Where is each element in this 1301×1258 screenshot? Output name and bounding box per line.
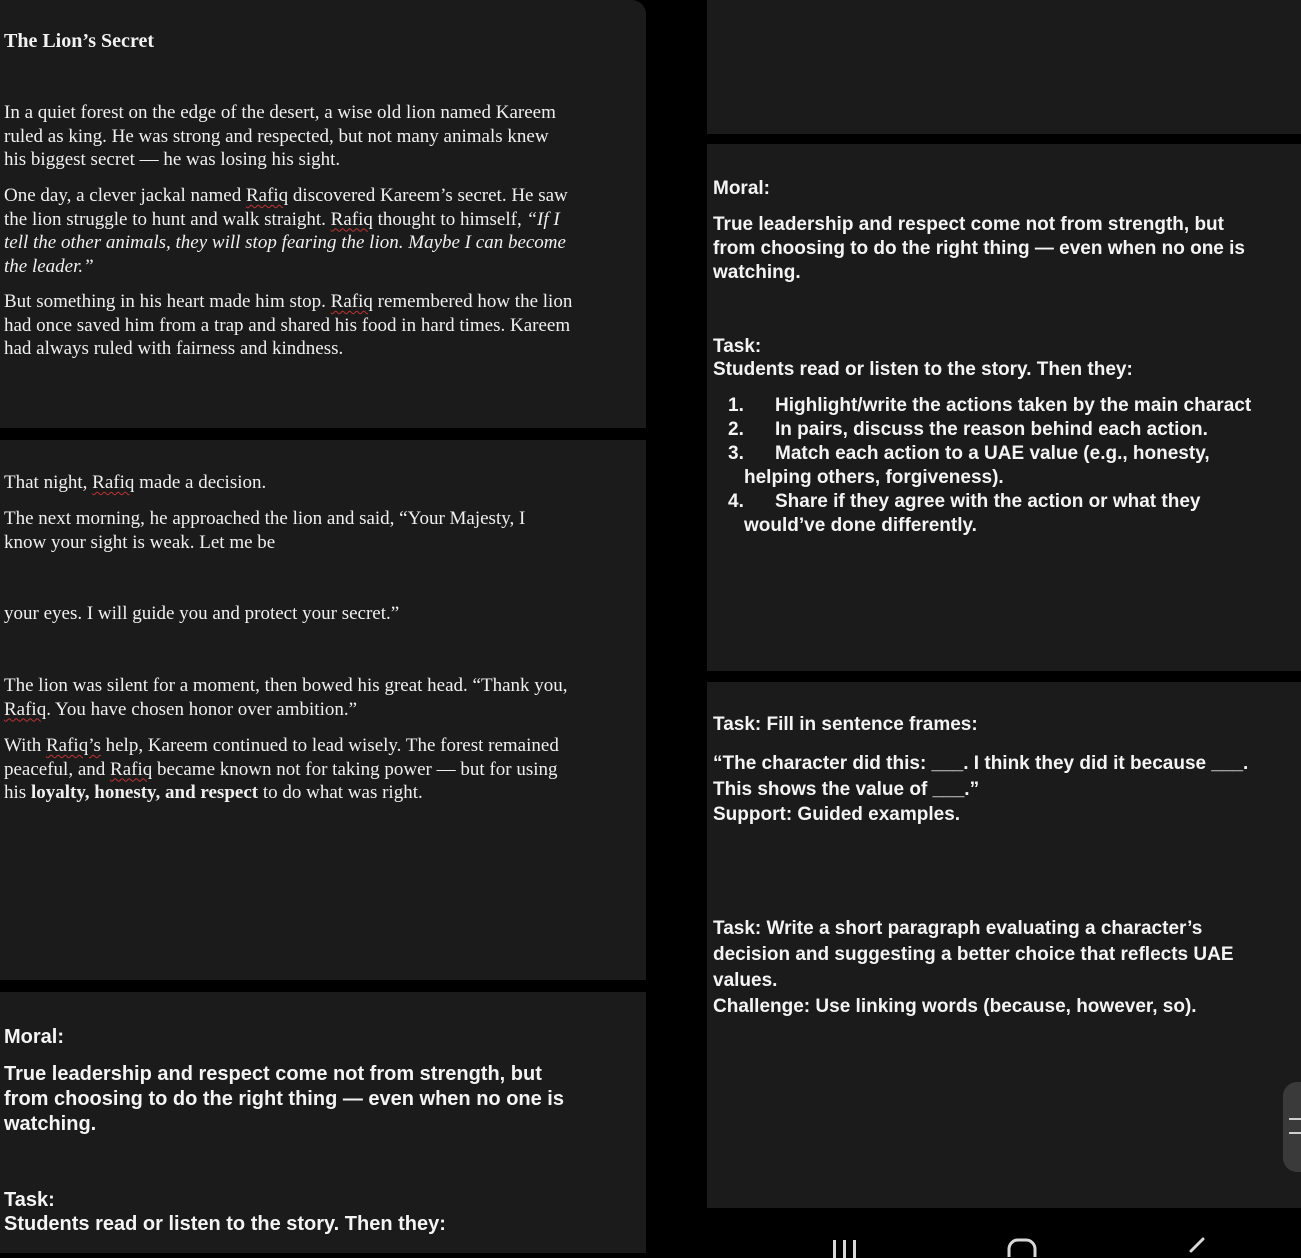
- task-3-line-1: [713, 916, 1234, 942]
- step-1: [707, 394, 1301, 418]
- p2-text: discovered Kareem’s secret. He saw: [288, 185, 568, 206]
- challenge-line: [713, 994, 1234, 1020]
- right-page-1: [707, 144, 1301, 671]
- task-steps-list: [707, 394, 1301, 538]
- step-2: [707, 418, 1301, 442]
- moral-text-right: [713, 213, 1245, 285]
- step-text: Match each action to a UAE value (e.g., honesty,: [775, 443, 1210, 464]
- p2-line-1: [4, 184, 568, 208]
- story-paragraph-1: [4, 101, 556, 172]
- p3-text: remembered how the lion: [372, 291, 573, 312]
- story-paragraph-4: [4, 471, 266, 495]
- back-icon[interactable]: [1185, 1237, 1209, 1257]
- story-paragraph-8: [4, 734, 559, 805]
- p8-text: to do what was right.: [258, 782, 423, 803]
- p3-line-3: had always ruled with fairness and kindness.: [4, 338, 344, 359]
- left-page-3: [0, 992, 646, 1253]
- step-number: 2.: [728, 419, 744, 440]
- task-3-line-3: values.: [713, 970, 778, 991]
- moral-heading-right: Moral:: [713, 178, 770, 199]
- p8-line-2: [4, 758, 559, 782]
- side-handle-icon: [1289, 1118, 1301, 1120]
- p2-text: One day, a clever jackal named: [4, 185, 246, 206]
- page-gap: [707, 671, 1301, 682]
- p1-line-1: In a quiet forest on the edge of the desert, a wise old lion named Kareem: [4, 102, 556, 123]
- p3-line-1: [4, 290, 572, 314]
- story-paragraph-2: [4, 184, 568, 278]
- p5-line-2: know your sight is weak. Let me be: [4, 531, 276, 553]
- step-text-cont: would’ve done differently.: [744, 515, 977, 536]
- side-handle-icon: [1289, 1132, 1301, 1134]
- side-handle[interactable]: [1283, 1082, 1301, 1172]
- right-page-top: [707, 0, 1301, 134]
- moral-right-line-1: True leadership and respect come not from strength, but: [713, 214, 1224, 235]
- step-text: Highlight/write the actions taken by the main charact: [775, 395, 1252, 416]
- left-document-view[interactable]: [0, 0, 646, 1253]
- misspelled-word[interactable]: Rafiq: [330, 208, 373, 230]
- p7-line-1: The lion was silent for a moment, then bowed his great head. “Thank you,: [4, 675, 568, 696]
- p8-text: became known not for taking power — but for using: [152, 758, 558, 780]
- p2-text: thought to himself,: [372, 208, 527, 230]
- p4-text: made a decision.: [134, 472, 267, 493]
- challenge-label: Challenge:: [713, 996, 811, 1017]
- misspelled-word[interactable]: Rafiq: [245, 185, 289, 206]
- task-3-label: Task:: [713, 918, 762, 939]
- recent-apps-icon[interactable]: [831, 1238, 861, 1258]
- step-3: [707, 442, 1301, 490]
- moral-right-line-2: from choosing to do the right thing — even when no one is: [713, 238, 1245, 259]
- system-nav-bar: [707, 1208, 1301, 1253]
- p2-line-3: tell the other animals, they will stop fearing the lion. Maybe I can become: [4, 232, 566, 253]
- p8-line-3: [4, 781, 559, 805]
- step-text: Share if they agree with the action or what they: [775, 491, 1201, 512]
- story-paragraph-6: your eyes. I will guide you and protect your secret.”: [4, 603, 400, 624]
- moral-text-left: [4, 1062, 564, 1137]
- frame-line-1: “The character did this: ___. I think they did it because ___.: [713, 753, 1249, 774]
- p7-line-2: [4, 698, 568, 722]
- misspelled-word[interactable]: Rafiq’s: [45, 735, 101, 756]
- p5-line-1: The next morning, he approached the lion and said, “Your Majesty, I: [4, 508, 526, 529]
- right-document-view[interactable]: [707, 0, 1301, 1253]
- misspelled-word[interactable]: Rafiq: [330, 291, 373, 312]
- p3-text: But something in his heart made him stop.: [4, 291, 331, 312]
- misspelled-word[interactable]: Rafiq: [92, 472, 135, 493]
- step-text-cont: helping others, forgiveness).: [744, 467, 1004, 488]
- p2-italic: “If I: [526, 208, 560, 230]
- p8-text: With: [4, 735, 46, 756]
- p8-bold: loyalty, honesty, and respect: [30, 782, 259, 803]
- task-2-label: Task:: [713, 714, 762, 735]
- support-text: Guided examples.: [792, 804, 961, 825]
- p8-text: his: [4, 782, 31, 803]
- moral-right-line-3: watching.: [713, 262, 801, 283]
- support-label: Support:: [713, 804, 793, 825]
- home-icon[interactable]: [1006, 1237, 1040, 1257]
- task-heading-right: Task:: [713, 336, 762, 357]
- p2-text: the lion struggle to hunt and walk straight.: [4, 208, 331, 230]
- left-page-2: [0, 440, 646, 980]
- misspelled-word[interactable]: Rafiq: [110, 758, 153, 780]
- p3-line-2: had once saved him from a trap and shared his food in hard times. Kareem: [4, 314, 571, 336]
- step-number: 4.: [728, 491, 744, 512]
- story-paragraph-3: [4, 290, 572, 361]
- p2-line-4: the leader.”: [4, 255, 94, 277]
- step-number: 3.: [728, 443, 744, 464]
- p1-line-2: ruled as king. He was strong and respected, but not many animals knew: [4, 125, 549, 147]
- moral-heading-left: Moral:: [4, 1026, 64, 1048]
- task-intro-right: Students read or listen to the story. Then they:: [713, 359, 1133, 380]
- story-paragraph-7: [4, 674, 568, 721]
- task-3-text: Write a short paragraph evaluating a character’s: [761, 918, 1203, 939]
- p1-line-3: his biggest secret — he was losing his sight.: [4, 149, 341, 170]
- moral-left-line-3: watching.: [4, 1113, 97, 1135]
- moral-left-line-2: from choosing to do the right thing — even when no one is: [4, 1088, 564, 1110]
- task-3-line-2: decision and suggesting a better choice that reflects UAE: [713, 944, 1234, 965]
- task-2: [713, 713, 978, 737]
- step-4: [707, 490, 1301, 538]
- frame-line-2: This shows the value of ___.”: [713, 779, 980, 800]
- p7-text: . You have chosen honor over ambition.”: [46, 698, 358, 720]
- right-page-2: [707, 682, 1301, 1208]
- step-number: 1.: [728, 395, 744, 416]
- task-intro-left: Students read or listen to the story. Then they:: [4, 1213, 446, 1235]
- p4-text: That night,: [4, 472, 93, 493]
- step-text: In pairs, discuss the reason behind each action.: [775, 419, 1208, 440]
- sentence-frame: [713, 751, 1301, 803]
- task-2-text: Fill in sentence frames:: [761, 714, 978, 735]
- p8-text: peaceful, and: [4, 758, 111, 780]
- task-3: [713, 916, 1234, 1020]
- p8-text: help, Kareem continued to lead wisely. The forest remained: [100, 735, 559, 756]
- moral-left-line-1: True leadership and respect come not from strength, but: [4, 1063, 542, 1085]
- page-gap: [707, 134, 1301, 144]
- misspelled-word[interactable]: Rafiq: [4, 698, 47, 720]
- left-page-1: [0, 0, 646, 428]
- p2-line-2: [4, 208, 568, 232]
- story-paragraph-5: [4, 507, 525, 554]
- task-heading-left: Task:: [4, 1189, 55, 1211]
- support-line: [713, 803, 960, 827]
- story-title: The Lion’s Secret: [4, 30, 154, 52]
- p8-line-1: [4, 734, 559, 758]
- challenge-text: Use linking words (because, however, so).: [810, 996, 1197, 1017]
